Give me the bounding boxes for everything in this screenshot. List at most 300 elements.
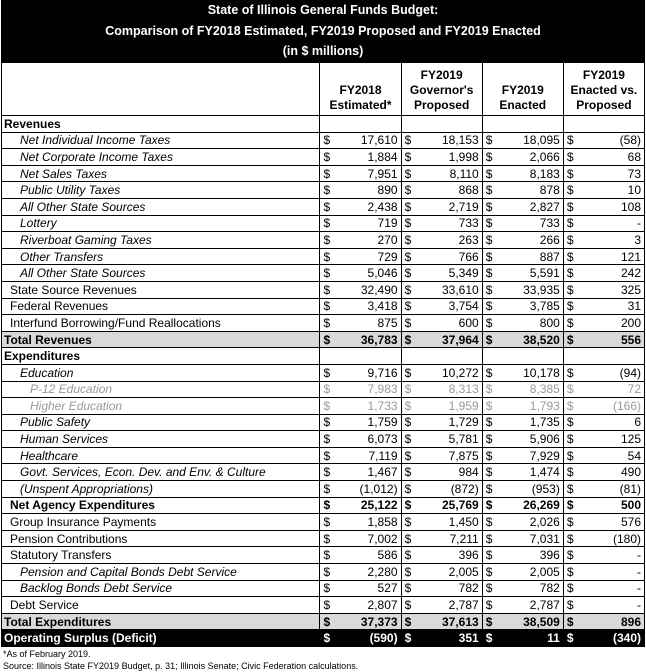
row-label: Debt Service — [2, 597, 320, 614]
cell-value: 54 — [576, 447, 644, 464]
cell-value: 890 — [333, 182, 401, 199]
dollar-sign: $ — [482, 281, 495, 298]
dollar-sign: $ — [563, 381, 576, 398]
row-label: Net Agency Expenditures — [2, 497, 320, 514]
row-label: Govt. Services, Econ. Dev. and Env. & Culture — [2, 464, 320, 481]
cell-value: 2,807 — [333, 597, 401, 614]
dollar-sign: $ — [401, 232, 414, 249]
dollar-sign: $ — [482, 165, 495, 182]
dollar-sign: $ — [563, 182, 576, 199]
header-line: FY2019 — [582, 68, 625, 82]
cell-value: 33,935 — [495, 281, 563, 298]
cell-value: 18,095 — [495, 132, 563, 149]
dollar-sign: $ — [320, 248, 333, 265]
cell-value: 887 — [495, 248, 563, 265]
row-label: Net Sales Taxes — [2, 165, 320, 182]
dollar-sign: $ — [320, 265, 333, 282]
dollar-sign: $ — [563, 215, 576, 232]
dollar-sign: $ — [320, 481, 333, 498]
dollar-sign: $ — [320, 149, 333, 166]
cell-value: 500 — [576, 497, 644, 514]
table-row — [2, 149, 645, 166]
dollar-sign: $ — [320, 514, 333, 531]
table-row — [2, 447, 645, 464]
dollar-sign: $ — [401, 248, 414, 265]
dollar-sign: $ — [320, 165, 333, 182]
dollar-sign — [320, 116, 333, 133]
dollar-sign: $ — [401, 481, 414, 498]
dollar-sign: $ — [401, 414, 414, 431]
dollar-sign: $ — [401, 265, 414, 282]
table-row — [2, 381, 645, 398]
column-header-enacted-vs-proposed — [563, 63, 644, 116]
row-label: Pension and Capital Bonds Debt Service — [2, 564, 320, 581]
row-label: Lottery — [2, 215, 320, 232]
dollar-sign: $ — [482, 613, 495, 630]
cell-value: 527 — [333, 580, 401, 597]
dollar-sign: $ — [563, 198, 576, 215]
row-label: Statutory Transfers — [2, 547, 320, 564]
cell-value — [495, 348, 563, 365]
table-row — [2, 281, 645, 298]
table-row — [2, 182, 645, 199]
cell-value: (953) — [495, 481, 563, 498]
cell-value: 7,031 — [495, 530, 563, 547]
column-header-row — [2, 63, 645, 116]
cell-value — [414, 116, 482, 133]
dollar-sign: $ — [563, 331, 576, 348]
dollar-sign: $ — [320, 630, 333, 647]
cell-value: 2,827 — [495, 198, 563, 215]
title-line-2: Comparison of FY2018 Estimated, FY2019 Proposed and FY2019 Enacted — [105, 23, 541, 38]
cell-value: 18,153 — [414, 132, 482, 149]
dollar-sign: $ — [563, 564, 576, 581]
dollar-sign: $ — [320, 431, 333, 448]
cell-value: 1,759 — [333, 414, 401, 431]
dollar-sign: $ — [401, 630, 414, 647]
cell-value: 782 — [495, 580, 563, 597]
dollar-sign: $ — [401, 497, 414, 514]
header-line: Enacted vs. — [570, 83, 638, 97]
cell-value: 1,793 — [495, 398, 563, 415]
cell-value: 108 — [576, 198, 644, 215]
cell-value: - — [576, 215, 644, 232]
cell-value: 984 — [414, 464, 482, 481]
cell-value: 25,122 — [333, 497, 401, 514]
dollar-sign: $ — [482, 414, 495, 431]
cell-value: 7,211 — [414, 530, 482, 547]
dollar-sign — [401, 116, 414, 133]
cell-value: 1,450 — [414, 514, 482, 531]
cell-value: 2,438 — [333, 198, 401, 215]
dollar-sign: $ — [563, 447, 576, 464]
cell-value: 2,719 — [414, 198, 482, 215]
dollar-sign: $ — [401, 182, 414, 199]
dollar-sign: $ — [320, 215, 333, 232]
cell-value — [576, 116, 644, 133]
table-row — [2, 597, 645, 614]
cell-value: 242 — [576, 265, 644, 282]
cell-value: - — [576, 547, 644, 564]
cell-value: 7,983 — [333, 381, 401, 398]
row-label: Human Services — [2, 431, 320, 448]
header-line: FY2018 — [339, 83, 382, 97]
table-row — [2, 248, 645, 265]
dollar-sign: $ — [482, 149, 495, 166]
cell-value: - — [576, 564, 644, 581]
table-row — [2, 265, 645, 282]
dollar-sign: $ — [563, 315, 576, 332]
dollar-sign: $ — [401, 514, 414, 531]
row-label: Interfund Borrowing/Fund Reallocations — [2, 315, 320, 332]
dollar-sign: $ — [320, 298, 333, 315]
dollar-sign: $ — [401, 447, 414, 464]
cell-value: 33,610 — [414, 281, 482, 298]
row-label: Public Utility Taxes — [2, 182, 320, 199]
dollar-sign: $ — [563, 132, 576, 149]
cell-value: 2,280 — [333, 564, 401, 581]
column-header-fy2019-enacted — [482, 63, 563, 116]
table-row — [2, 198, 645, 215]
dollar-sign: $ — [482, 464, 495, 481]
row-label: Public Safety — [2, 414, 320, 431]
table-row — [2, 580, 645, 597]
dollar-sign: $ — [401, 564, 414, 581]
dollar-sign: $ — [320, 281, 333, 298]
cell-value: (340) — [576, 630, 644, 647]
cell-value: 7,951 — [333, 165, 401, 182]
dollar-sign — [320, 348, 333, 365]
cell-value: 3 — [576, 232, 644, 249]
dollar-sign: $ — [482, 331, 495, 348]
cell-value: 733 — [414, 215, 482, 232]
dollar-sign: $ — [401, 165, 414, 182]
dollar-sign: $ — [563, 248, 576, 265]
dollar-sign: $ — [482, 481, 495, 498]
header-line: FY2019 — [420, 68, 463, 82]
dollar-sign: $ — [482, 398, 495, 415]
cell-value: 10 — [576, 182, 644, 199]
dollar-sign: $ — [563, 364, 576, 381]
table-row — [2, 165, 645, 182]
dollar-sign: $ — [563, 398, 576, 415]
header-line: Estimated* — [329, 98, 392, 112]
dollar-sign: $ — [401, 530, 414, 547]
cell-value: 719 — [333, 215, 401, 232]
dollar-sign: $ — [320, 447, 333, 464]
row-label: Group Insurance Payments — [2, 514, 320, 531]
table-row — [2, 564, 645, 581]
cell-value: (590) — [333, 630, 401, 647]
cell-value: 1,474 — [495, 464, 563, 481]
cell-value: 2,026 — [495, 514, 563, 531]
dollar-sign: $ — [482, 315, 495, 332]
cell-value: (58) — [576, 132, 644, 149]
cell-value: (166) — [576, 398, 644, 415]
cell-value: 31 — [576, 298, 644, 315]
dollar-sign: $ — [401, 149, 414, 166]
header-line: Proposed — [576, 98, 632, 112]
cell-value: 11 — [495, 630, 563, 647]
row-label: Riverboat Gaming Taxes — [2, 232, 320, 249]
cell-value: 868 — [414, 182, 482, 199]
cell-value: 32,490 — [333, 281, 401, 298]
dollar-sign: $ — [563, 281, 576, 298]
cell-value — [333, 348, 401, 365]
dollar-sign: $ — [563, 497, 576, 514]
dollar-sign: $ — [320, 497, 333, 514]
cell-value: 200 — [576, 315, 644, 332]
cell-value: 396 — [495, 547, 563, 564]
header-blank — [2, 63, 320, 116]
title-line-1: State of Illinois General Funds Budget: — [207, 3, 439, 17]
cell-value: 2,066 — [495, 149, 563, 166]
cell-value: 7,119 — [333, 447, 401, 464]
cell-value: 38,520 — [495, 331, 563, 348]
dollar-sign — [482, 348, 495, 365]
dollar-sign: $ — [482, 630, 495, 647]
cell-value: 1,959 — [414, 398, 482, 415]
cell-value: 37,373 — [333, 613, 401, 630]
table-row — [2, 431, 645, 448]
cell-value: 490 — [576, 464, 644, 481]
dollar-sign — [482, 116, 495, 133]
cell-value: (94) — [576, 364, 644, 381]
cell-value: 36,783 — [333, 331, 401, 348]
total-row — [2, 331, 645, 348]
row-label: Education — [2, 364, 320, 381]
header-line: Governor's — [409, 83, 474, 97]
dollar-sign: $ — [563, 232, 576, 249]
footnotes — [1, 648, 645, 672]
cell-value: 351 — [414, 630, 482, 647]
row-label: Total Revenues — [2, 331, 320, 348]
dollar-sign: $ — [320, 315, 333, 332]
title-block — [1, 0, 645, 62]
dollar-sign: $ — [563, 431, 576, 448]
cell-value: 5,781 — [414, 431, 482, 448]
dollar-sign: $ — [320, 597, 333, 614]
row-label: Higher Education — [2, 398, 320, 415]
section-header-row — [2, 348, 645, 365]
cell-value: - — [576, 597, 644, 614]
row-label: Pension Contributions — [2, 530, 320, 547]
title-line-3: (in $ millions) — [282, 44, 364, 58]
dollar-sign: $ — [563, 514, 576, 531]
dollar-sign: $ — [482, 182, 495, 199]
cell-value: 2,005 — [495, 564, 563, 581]
dollar-sign: $ — [320, 564, 333, 581]
dollar-sign: $ — [401, 547, 414, 564]
dollar-sign: $ — [482, 198, 495, 215]
dollar-sign: $ — [563, 530, 576, 547]
row-label: Revenues — [2, 116, 320, 133]
cell-value: 586 — [333, 547, 401, 564]
cell-value: 8,183 — [495, 165, 563, 182]
column-header-fy2018-estimated — [320, 63, 401, 116]
table-row — [2, 298, 645, 315]
dollar-sign: $ — [482, 580, 495, 597]
dollar-sign: $ — [401, 613, 414, 630]
dollar-sign: $ — [320, 580, 333, 597]
cell-value: 325 — [576, 281, 644, 298]
cell-value: (180) — [576, 530, 644, 547]
cell-value: 17,610 — [333, 132, 401, 149]
dollar-sign: $ — [401, 381, 414, 398]
cell-value: 576 — [576, 514, 644, 531]
cell-value: 266 — [495, 232, 563, 249]
cell-value: 1,998 — [414, 149, 482, 166]
row-label: Healthcare — [2, 447, 320, 464]
dollar-sign: $ — [482, 514, 495, 531]
cell-value: 8,313 — [414, 381, 482, 398]
dollar-sign: $ — [482, 265, 495, 282]
budget-table — [1, 62, 645, 647]
dollar-sign: $ — [482, 564, 495, 581]
cell-value: 1,858 — [333, 514, 401, 531]
cell-value: 125 — [576, 431, 644, 448]
dollar-sign: $ — [401, 580, 414, 597]
dollar-sign: $ — [482, 597, 495, 614]
cell-value: 2,787 — [495, 597, 563, 614]
dollar-sign: $ — [563, 547, 576, 564]
table-row — [2, 464, 645, 481]
dollar-sign: $ — [401, 364, 414, 381]
dollar-sign: $ — [563, 464, 576, 481]
cell-value: 1,735 — [495, 414, 563, 431]
cell-value: 396 — [414, 547, 482, 564]
dollar-sign — [563, 348, 576, 365]
dollar-sign: $ — [401, 431, 414, 448]
cell-value: 7,875 — [414, 447, 482, 464]
cell-value: 782 — [414, 580, 482, 597]
cell-value: 7,002 — [333, 530, 401, 547]
cell-value: 6,073 — [333, 431, 401, 448]
dollar-sign: $ — [482, 232, 495, 249]
cell-value: 556 — [576, 331, 644, 348]
cell-value: 10,178 — [495, 364, 563, 381]
table-row — [2, 481, 645, 498]
dollar-sign: $ — [482, 530, 495, 547]
header-line: Proposed — [413, 98, 470, 112]
budget-document — [1, 0, 645, 672]
cell-value: 2,005 — [414, 564, 482, 581]
cell-value: 729 — [333, 248, 401, 265]
footnote-asterisk: *As of February 2019. — [3, 649, 91, 659]
dollar-sign — [563, 116, 576, 133]
dollar-sign: $ — [320, 364, 333, 381]
row-label: Expenditures — [2, 348, 320, 365]
dollar-sign: $ — [401, 298, 414, 315]
row-label: Operating Surplus (Deficit) — [2, 630, 320, 647]
table-row — [2, 398, 645, 415]
header-line: Enacted — [499, 98, 547, 112]
dollar-sign: $ — [320, 464, 333, 481]
cell-value — [414, 348, 482, 365]
table-row — [2, 547, 645, 564]
row-label: Net Corporate Income Taxes — [2, 149, 320, 166]
row-label: P-12 Education — [2, 381, 320, 398]
cell-value: 1,733 — [333, 398, 401, 415]
dollar-sign: $ — [320, 398, 333, 415]
cell-value — [576, 348, 644, 365]
cell-value: 270 — [333, 232, 401, 249]
cell-value — [333, 116, 401, 133]
dollar-sign: $ — [482, 431, 495, 448]
dollar-sign: $ — [320, 613, 333, 630]
dollar-sign: $ — [401, 315, 414, 332]
row-label: State Source Revenues — [2, 281, 320, 298]
cell-value: (1,012) — [333, 481, 401, 498]
row-label: Backlog Bonds Debt Service — [2, 580, 320, 597]
dollar-sign: $ — [482, 215, 495, 232]
dollar-sign: $ — [320, 232, 333, 249]
cell-value: 5,906 — [495, 431, 563, 448]
table-row — [2, 364, 645, 381]
cell-value: 37,964 — [414, 331, 482, 348]
cell-value: 9,716 — [333, 364, 401, 381]
cell-value: 875 — [333, 315, 401, 332]
table-row — [2, 132, 645, 149]
dollar-sign: $ — [401, 597, 414, 614]
cell-value: 5,046 — [333, 265, 401, 282]
dollar-sign: $ — [320, 381, 333, 398]
cell-value: 5,591 — [495, 265, 563, 282]
cell-value: 8,385 — [495, 381, 563, 398]
dollar-sign: $ — [320, 530, 333, 547]
row-label: All Other State Sources — [2, 198, 320, 215]
cell-value: - — [576, 580, 644, 597]
cell-value: 600 — [414, 315, 482, 332]
dollar-sign: $ — [320, 198, 333, 215]
dollar-sign: $ — [401, 464, 414, 481]
row-label: All Other State Sources — [2, 265, 320, 282]
dollar-sign: $ — [401, 331, 414, 348]
cell-value: 73 — [576, 165, 644, 182]
dollar-sign: $ — [482, 497, 495, 514]
dollar-sign: $ — [401, 398, 414, 415]
dollar-sign: $ — [563, 165, 576, 182]
cell-value: 3,418 — [333, 298, 401, 315]
cell-value: 896 — [576, 613, 644, 630]
surplus-row — [2, 630, 645, 647]
dollar-sign: $ — [320, 331, 333, 348]
dollar-sign: $ — [482, 364, 495, 381]
cell-value: 6 — [576, 414, 644, 431]
section-header-row — [2, 116, 645, 133]
dollar-sign: $ — [401, 198, 414, 215]
dollar-sign: $ — [563, 597, 576, 614]
row-label: Net Individual Income Taxes — [2, 132, 320, 149]
cell-value — [495, 116, 563, 133]
cell-value: 3,785 — [495, 298, 563, 315]
dollar-sign: $ — [482, 381, 495, 398]
dollar-sign: $ — [563, 630, 576, 647]
table-row — [2, 215, 645, 232]
cell-value: 68 — [576, 149, 644, 166]
cell-value: 5,349 — [414, 265, 482, 282]
dollar-sign: $ — [563, 298, 576, 315]
cell-value: 800 — [495, 315, 563, 332]
cell-value: 2,787 — [414, 597, 482, 614]
cell-value: 733 — [495, 215, 563, 232]
cell-value: 26,269 — [495, 497, 563, 514]
cell-value: 37,613 — [414, 613, 482, 630]
row-label: Other Transfers — [2, 248, 320, 265]
row-label: (Unspent Appropriations) — [2, 481, 320, 498]
dollar-sign: $ — [320, 547, 333, 564]
dollar-sign — [401, 348, 414, 365]
